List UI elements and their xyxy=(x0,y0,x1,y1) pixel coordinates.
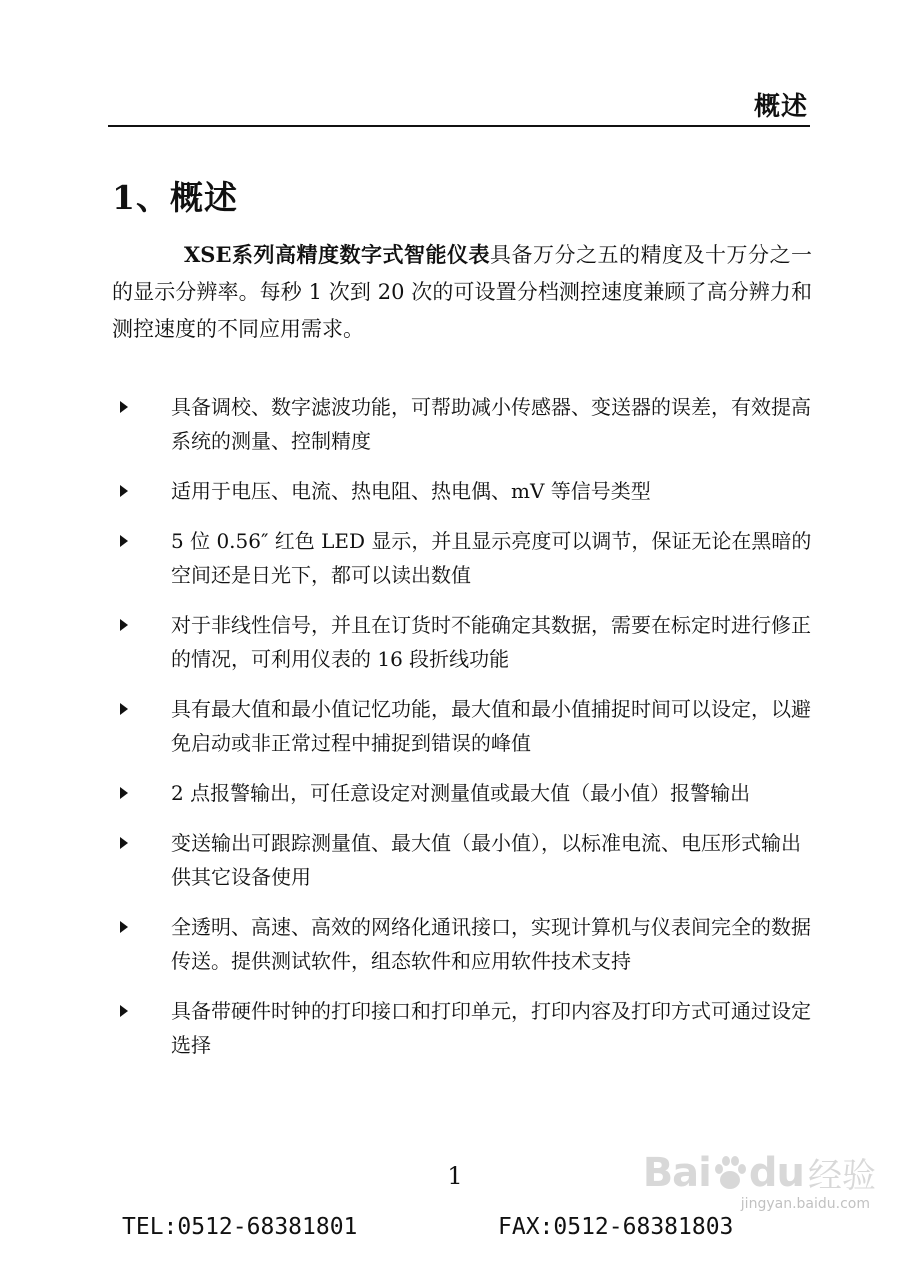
bullet-arrow-icon xyxy=(120,1005,128,1017)
feature-text: 对于非线性信号，并且在订货时不能确定其数据，需要在标定时进行修正的情况，可利用仪表的 16 段折线功能 xyxy=(171,613,811,671)
feature-text: 具备调校、数字滤波功能，可帮助减小传感器、变送器的误差，有效提高系统的测量、控制精度 xyxy=(171,395,811,453)
bullet-arrow-icon xyxy=(120,837,128,849)
feature-text: 变送输出可跟踪测量值、最大值（最小值），以标准电流、电压形式输出供其它设备使用 xyxy=(171,831,801,889)
feature-text: 全透明、高速、高效的网络化通讯接口，实现计算机与仪表间完全的数据传送。提供测试软件，组态软件和应用软件技术支持 xyxy=(171,915,811,973)
feature-item xyxy=(118,474,818,508)
bullet-arrow-icon xyxy=(120,787,128,799)
watermark-logo-left: Bai xyxy=(642,1149,711,1196)
footer-fax: FAX:0512-68381803 xyxy=(498,1214,734,1240)
page-number: 1 xyxy=(447,1162,463,1190)
intro-text: 具备万分之五的精度及十万分之一的显示分辨率。每秒 1 次到 20 次的可设置分档测控速度兼顾了高分辨力和测控速度的不同应用需求。 xyxy=(112,243,812,341)
feature-list xyxy=(118,390,818,1078)
watermark-url: jingyan.baidu.com xyxy=(740,1196,870,1212)
feature-text: 适用于电压、电流、热电阻、热电偶、mV 等信号类型 xyxy=(171,479,651,503)
feature-item xyxy=(118,994,818,1062)
bullet-arrow-icon xyxy=(120,703,128,715)
bullet-arrow-icon xyxy=(120,485,128,497)
feature-text: 具有最大值和最小值记忆功能，最大值和最小值捕捉时间可以设定，以避免启动或非正常过程中捕捉到错误的峰值 xyxy=(171,697,811,755)
feature-item xyxy=(118,524,818,592)
paw-icon xyxy=(713,1154,747,1192)
bullet-arrow-icon xyxy=(120,921,128,933)
intro-paragraph xyxy=(112,236,812,348)
bullet-arrow-icon xyxy=(120,401,128,413)
feature-text: 2 点报警输出，可任意设定对测量值或最大值（最小值）报警输出 xyxy=(171,781,751,805)
watermark-chinese: 经验 xyxy=(808,1156,876,1196)
bullet-arrow-icon xyxy=(120,535,128,547)
header-divider xyxy=(108,125,810,127)
feature-item xyxy=(118,390,818,458)
footer-telephone: TEL:0512-68381801 xyxy=(122,1214,358,1240)
feature-item xyxy=(118,692,818,760)
feature-text: 5 位 0.56″ 红色 LED 显示，并且显示亮度可以调节，保证无论在黑暗的空间还是日光下，都可以读出数值 xyxy=(171,529,812,587)
feature-item xyxy=(118,826,818,894)
feature-item xyxy=(118,608,818,676)
watermark-logo-right: du xyxy=(748,1149,804,1196)
bullet-arrow-icon xyxy=(120,619,128,631)
feature-item xyxy=(118,910,818,978)
page-header-title: 概述 xyxy=(753,92,808,122)
baidu-jingyan-watermark xyxy=(643,1148,876,1197)
intro-lead: XSE系列高精度数字式智能仪表 xyxy=(184,242,490,267)
feature-item xyxy=(118,776,818,810)
feature-text: 具备带硬件时钟的打印接口和打印单元，打印内容及打印方式可通过设定选择 xyxy=(171,999,811,1057)
section-heading: 1、概述 xyxy=(112,178,238,217)
